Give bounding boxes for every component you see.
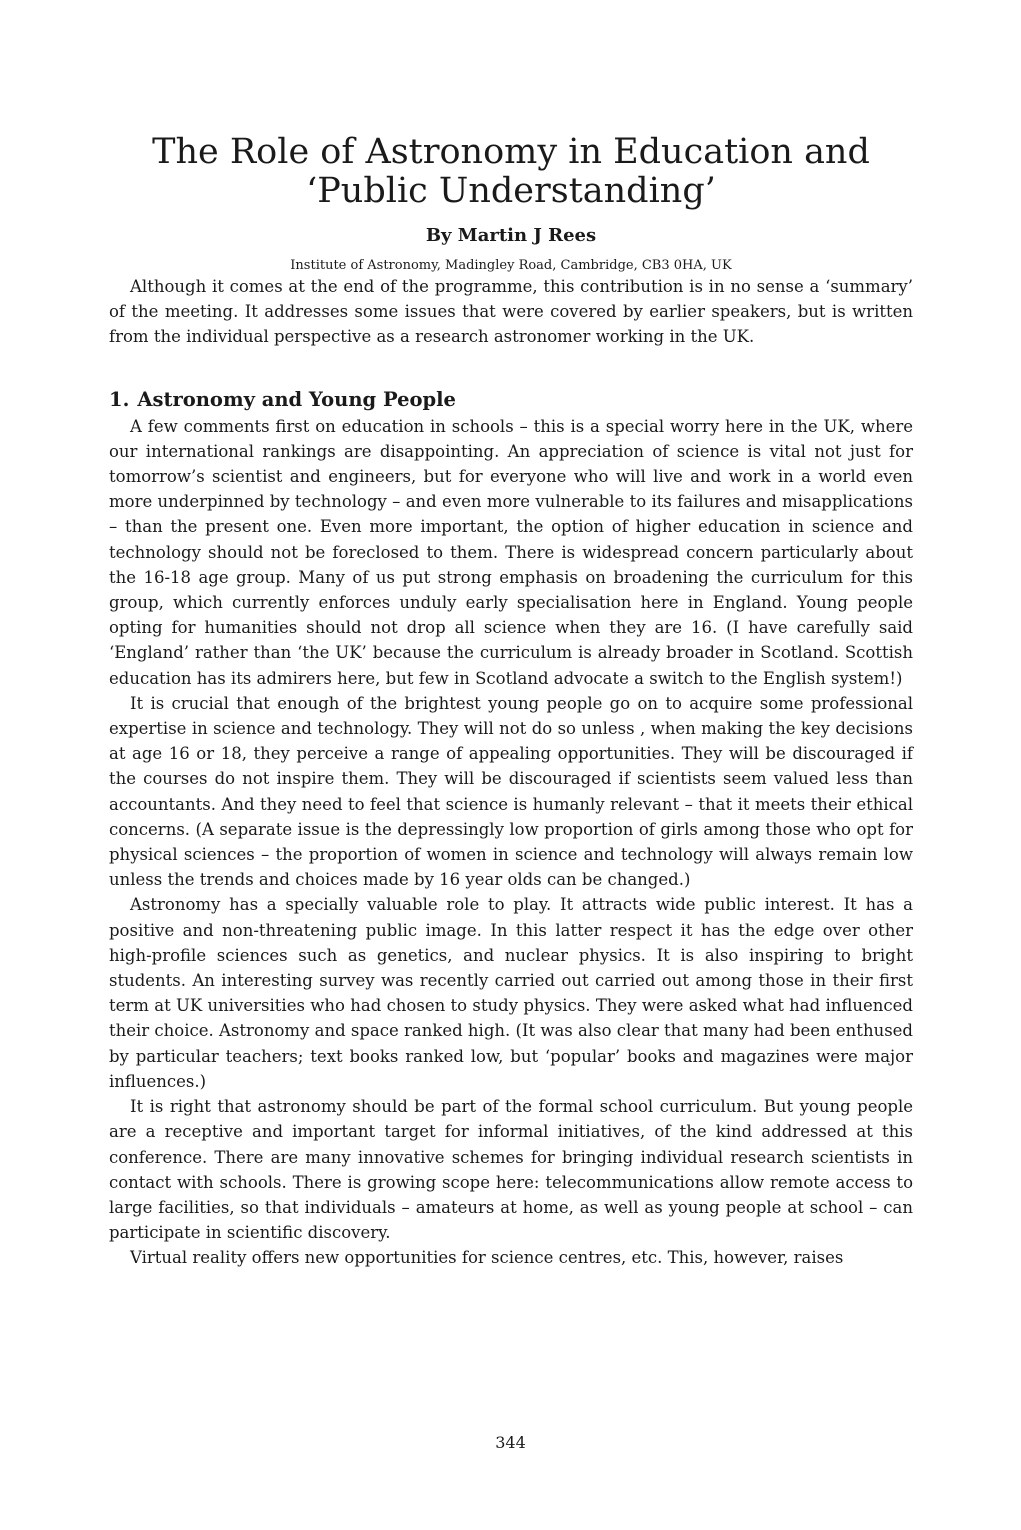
section-number: 1. [109, 387, 130, 411]
author-name: By Martin J Rees [425, 225, 597, 246]
body-paragraph: It is crucial that enough of the brightest young people go on to acquire some professional expertise in science and technology. They will not do so unless , when making the key decisions at age 16 or 18, they perceive a range of appealing opportunities. They will be discouraged if the courses do not inspire them. They will be discouraged if scientists seem valued less than accountants. And they need to feel that science is humanly relevant – that it meets their ethical concerns. (A separate issue is the depressingly low proportion of girls among those who opt for physical sciences – the proportion of women in science and technology will always remain low unless the trends and choices made by 16 year olds can be changed.) [109, 693, 913, 890]
body-paragraph: A few comments first on education in schools – this is a special worry here in the UK, where our international rankings are disappointing. An appreciation of science is vital not just for tomorrow’s scientist and engineers, but for everyone who will live and work in a world even more underpinned by technology – and even more vulnerable to its failures and misapplications – than the present one. Even more important, the option of higher education in science and technology should not be foreclosed to them. There is widespread concern particularly about the 16-18 age group. Many of us put strong emphasis on broadening the curriculum for this group, which currently enforces unduly early specialisation here in England. Young people opting for humanities should not drop all science when they are 16. (I have carefully said ‘England’ rather than ‘the UK’ because the curriculum is already broader in Scotland. Scottish education has its admirers here, but few in Scotland advocate a switch to the English system!) [109, 416, 913, 688]
section-heading [109, 388, 913, 412]
section-title: Astronomy and Young People [137, 387, 456, 411]
body-paragraph: Astronomy has a specially valuable role to play. It attracts wide public interest. It has a positive and non-threatening public image. In this latter respect it has the edge over other high-profile sciences such as genetics, and nuclear physics. It is also inspiring to bright students. An interesting survey was recently carried out carried out among those in their first term at UK universities who had chosen to study physics. They were asked what had influenced their choice. Astronomy and space ranked high. (It was also clear that many had been enthused by particular teachers; text books ranked low, but ‘popular’ books and magazines were major influences.) [109, 895, 913, 1091]
page-number: 344 [495, 1433, 526, 1452]
body-paragraph: It is right that astronomy should be part of the formal school curriculum. But young people are a receptive and important target for informal initiatives, of the kind addressed at this conference. There are many innovative schemes for bringing individual research scientists in contact with schools. There is growing scope here: telecommunications allow remote access to large facilities, so that individuals – amateurs at home, as well as young people at school – can participate in scientific discovery. [109, 1097, 913, 1243]
author-affiliation: Institute of Astronomy, Madingley Road, Cambridge, CB3 0HA, UK [290, 258, 732, 273]
section-body [109, 414, 913, 1271]
abstract: Although it comes at the end of the programme, this contribution is in no sense a ‘summary’ of the meeting. It addresses some issues that were covered by earlier speakers, but is written from the individual perspective as a research astronomer working in the UK. [109, 277, 913, 347]
paper-title [109, 133, 913, 211]
paper-page [109, 133, 913, 1271]
title-line-1: The Role of Astronomy in Education and [152, 132, 870, 172]
body-paragraph: Virtual reality offers new opportunities for science centres, etc. This, however, raises [130, 1248, 844, 1268]
title-line-2: ‘Public Understanding’ [306, 171, 716, 211]
